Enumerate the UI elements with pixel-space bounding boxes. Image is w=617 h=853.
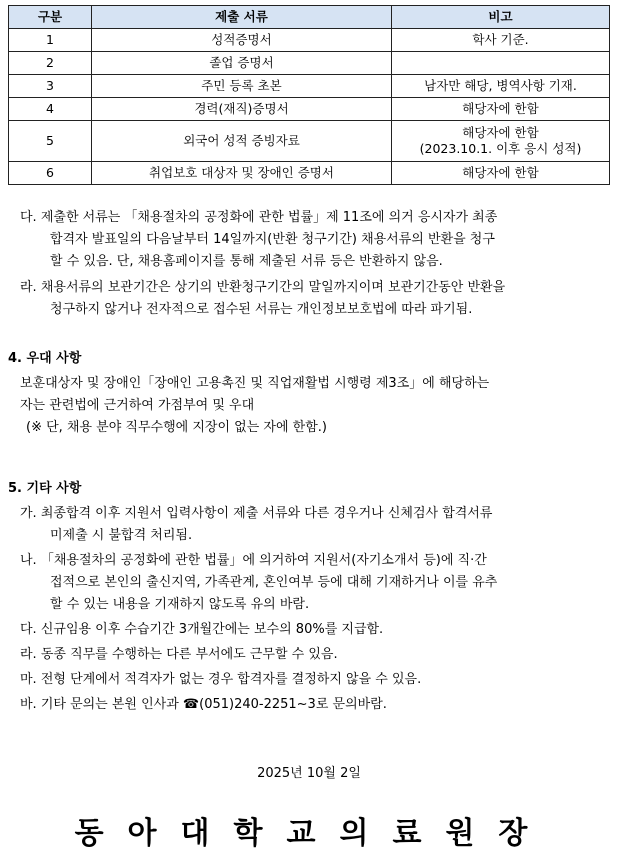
table-row [9,29,610,52]
note-ra-line: 라. 채용서류의 보관기간은 상기의 반환청구기간의 말일까지이며 보관기간동안 반환을 [20,280,506,295]
row-remark: 해당자에 한함 [392,162,610,185]
section-5-ba-line: 바. 기타 문의는 본원 인사과 ☎(051)240-2251~3로 문의바람. [20,697,387,712]
section-5-ma-line: 마. 전형 단계에서 적격자가 없는 경우 합격자를 결정하지 않을 수 있음. [20,672,422,687]
header-category: 구분 [9,6,92,29]
note-da-line: 합격자 발표일의 다음날부터 14일까지(반환 청구기간) 채용서류의 반환을 청구 [50,232,495,247]
row-document: 경력(재직)증명서 [92,98,392,121]
note-ra-line: 청구하지 않거나 전자적으로 접수된 서류는 개인정보보호법에 따라 파기됨. [50,302,473,317]
table-row [9,75,610,98]
row-remark [392,121,610,162]
header-remarks: 비고 [392,6,610,29]
section-5-ga-line: 미제출 시 불합격 처리됨. [50,528,193,543]
table-row [9,162,610,185]
section-preferences [8,348,610,439]
table-row [9,98,610,121]
section-other [8,478,610,716]
section-5-ga-line: 가. 최종합격 이후 지원서 입력사항이 제출 서류와 다른 경우거나 신체검사 합격서류 [20,506,493,521]
row-remark [392,52,610,75]
row-document: 외국어 성적 증빙자료 [92,121,392,162]
row-document: 주민 등록 초본 [92,75,392,98]
section-5-da-line: 다. 신규임용 이후 수습기간 3개월간에는 보수의 80%를 지급함. [20,622,384,637]
row-number: 1 [9,29,92,52]
note-da-line: 다. 제출한 서류는 「채용절차의 공정화에 관한 법률」제 11조에 의거 응시자가 최종 [20,210,498,225]
section-5-na-line: 할 수 있는 내용을 기재하지 않도록 유의 바람. [50,597,310,612]
section-5-heading: 5. 기타 사항 [8,481,82,496]
row-number: 3 [9,75,92,98]
table-row [9,52,610,75]
issuer-signature: 동아대학교의료원장 [74,816,552,851]
submission-notes [8,207,610,321]
table-row [9,121,610,162]
section-4-heading: 4. 우대 사항 [8,351,82,366]
table-header-row [9,6,610,29]
row-remark: 남자만 해당, 병역사항 기재. [392,75,610,98]
row-number: 4 [9,98,92,121]
row-remark: 학사 기준. [392,29,610,52]
section-5-na-line: 나. 「채용절차의 공정화에 관한 법률」에 의거하여 지원서(자기소개서 등)에 직·간 [20,553,487,568]
row-number: 5 [9,121,92,162]
row-number: 2 [9,52,92,75]
row-document: 성적증명서 [92,29,392,52]
announcement-date: 2025년 10월 2일 [257,766,361,781]
section-4-line: (※ 단, 채용 분야 직무수행에 지장이 없는 자에 한함.) [26,420,327,435]
section-4-line: 자는 관련법에 근거하여 가점부여 및 우대 [20,398,255,413]
documents-table [8,5,610,185]
remark-line: 해당자에 한함 [462,125,539,140]
section-4-line: 보훈대상자 및 장애인「장애인 고용촉진 및 직업재활법 시행령 제3조」에 해당하는 [20,376,490,391]
section-5-ra-line: 라. 동종 직무를 수행하는 다른 부서에도 근무할 수 있음. [20,647,338,662]
section-5-na-line: 접적으로 본인의 출신지역, 가족관계, 혼인여부 등에 대해 기재하거나 이를 유추 [50,575,498,590]
row-number: 6 [9,162,92,185]
remark-line: (2023.10.1. 이후 응시 성적) [419,141,582,156]
note-da-line: 할 수 있음. 단, 채용홈페이지를 통해 제출된 서류 등은 반환하지 않음. [50,254,443,269]
header-documents: 제출 서류 [92,6,392,29]
row-document: 취업보호 대상자 및 장애인 증명서 [92,162,392,185]
row-document: 졸업 증명서 [92,52,392,75]
row-remark: 해당자에 한함 [392,98,610,121]
